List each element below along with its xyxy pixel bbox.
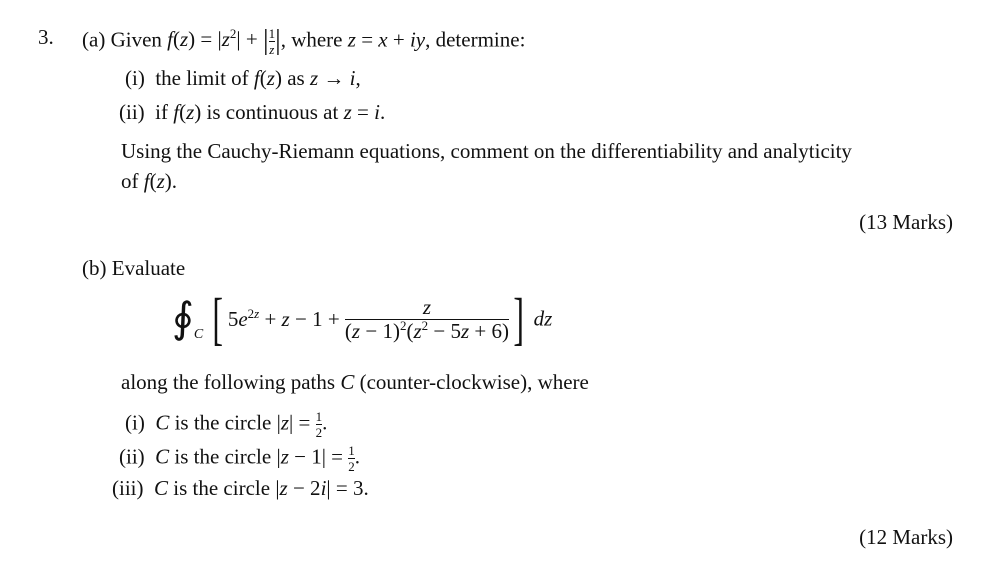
question-number: 3. [38, 25, 54, 49]
item-i-tail: as [287, 66, 305, 90]
contour-integral-icon: ∮ [172, 296, 194, 342]
part-b-item-iii: (iii) C is the circle |z − 2i| = 3. [112, 476, 369, 500]
item-label: (ii) [119, 444, 145, 469]
part-a-line [82, 27, 525, 56]
contour-integral: $∮_C$ [ $5e^{2z} + z - 1$ + $\frac{z}{(z - 1)^2(z^2 - 5z + 6)}$ ] dz [172, 286, 553, 351]
z-definition: z = x + iy [347, 27, 426, 52]
given-lead: Given [110, 27, 162, 52]
cr-line2-text: of [121, 169, 139, 193]
cauchy-riemann-line-1: Using the Cauchy-Riemann equations, comment on the differentiability and analyticity [121, 139, 852, 163]
item-ii-tail: is continuous at [206, 100, 339, 124]
paths-intro: along the following paths C (counter-clockwise), where [121, 370, 589, 394]
along-tail: (counter-clockwise), where [359, 370, 589, 394]
item-text: if [155, 100, 168, 124]
function-definition: $f(z) = |z^2|$ + | $\frac{1}{z}$ | [167, 25, 281, 57]
cauchy-riemann-line-2: of f(z). [121, 169, 178, 193]
part-b-item-i: (i) C is the circle |z| = $\frac{1}{2}$ . [125, 409, 328, 440]
integrand-fraction: $\frac{z}{(z - 1)^2(z^2 - 5z + 6)}$ [344, 294, 510, 343]
right-bracket: ] [513, 286, 524, 351]
item-label: (iii) [112, 476, 144, 500]
marks-part-a: (13 Marks) [859, 210, 953, 234]
given-tail: , where [280, 27, 343, 52]
item-text: the limit of [155, 66, 249, 90]
part-b-line [82, 258, 185, 279]
item-label: (i) [125, 410, 145, 435]
item-text: is the circle [173, 476, 271, 500]
part-b-label: (b) [82, 256, 107, 280]
evaluate-text: Evaluate [111, 256, 186, 280]
part-a-item-i: (i) the limit of f(z) as z → i, [125, 66, 361, 90]
determine-text: , determine: [425, 27, 526, 52]
part-b-item-ii: (ii) C is the circle |z − 1| = $\frac{1}{2}$ . [119, 443, 361, 474]
item-text: is the circle [174, 410, 272, 435]
item-label: (ii) [119, 100, 145, 124]
marks-part-b: (12 Marks) [859, 525, 953, 549]
left-bracket: [ [212, 286, 224, 351]
item-label: (i) [125, 66, 145, 90]
along-text: along the following paths [121, 370, 336, 394]
part-a-item-ii: (ii) if f(z) is continuous at z = i. [119, 100, 386, 124]
item-text: is the circle [174, 444, 272, 469]
part-a-label: (a) [82, 27, 106, 52]
